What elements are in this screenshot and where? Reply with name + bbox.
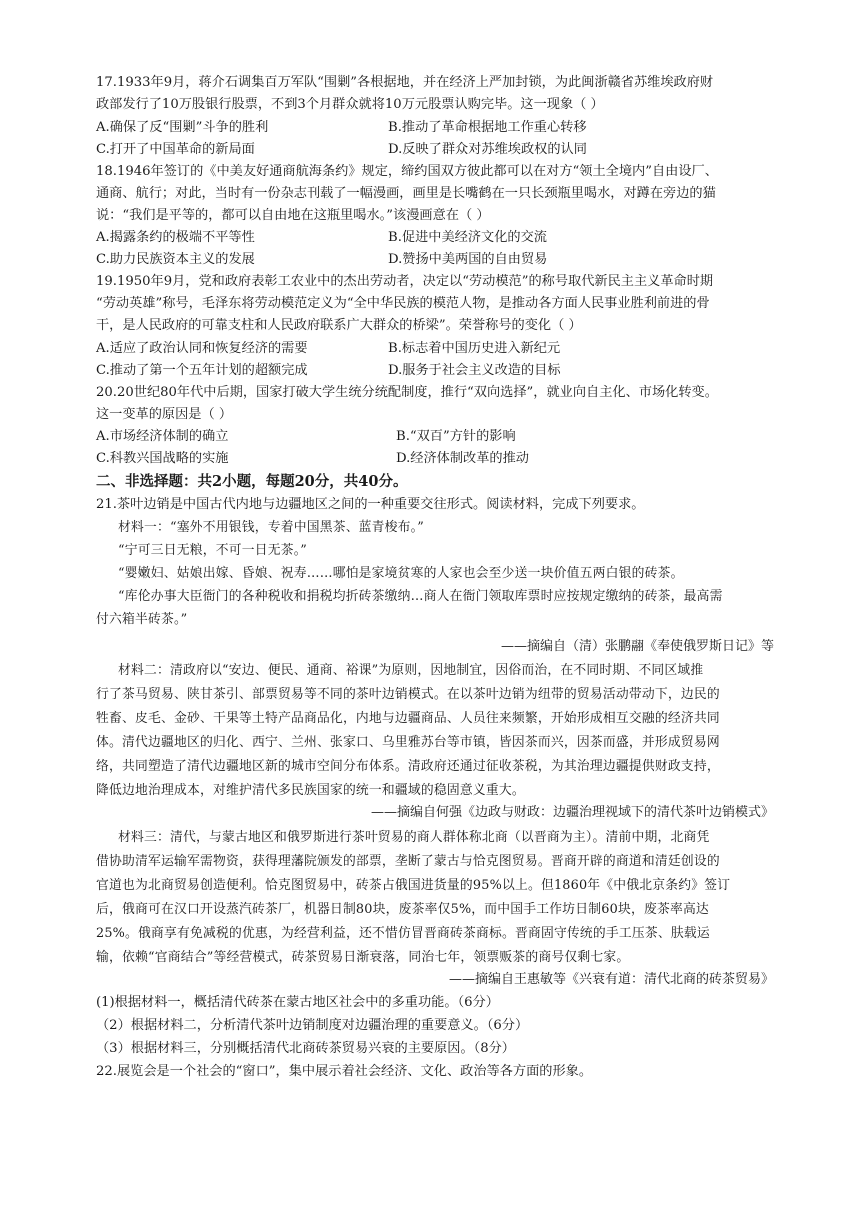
q21-intro: 21.茶叶边销是中国古代内地与边疆地区之间的一种重要交往形式。阅读材料，完成下列要求。 <box>96 497 645 512</box>
q21-material2-line-2: 行了茶马贸易、陕甘茶引、部票贸易等不同的茶叶边销模式。在以茶叶边销为纽带的贸易活动带动下，边民的 <box>96 687 720 702</box>
q21-material2-line-1: 材料二：清政府以“安边、便民、通商、裕课”为原则，因地制宜，因俗而治，在不同时期、不同区域推 <box>118 663 704 678</box>
q18-stem-line-3: 说：“我们是平等的，都可以自由地在这瓶里喝水。”该漫画意在（ ） <box>96 208 490 223</box>
q19-option-b: B.标志着中国历史进入新纪元 <box>388 341 561 356</box>
q21-material3-source: ——摘编自王惠敏等《兴衰有道：清代北商的砖茶贸易》 <box>448 972 774 987</box>
q18-option-d: D.赞扬中美两国的自由贸易 <box>388 252 548 267</box>
q21-material1-line-4: “库伦办事大臣衙门的各种税收和捐税均折砖茶缴纳…商人在衙门领取库票时应按规定缴纳的砖茶，最高需 <box>118 589 723 604</box>
q18-stem-line-2: 通商、航行；对此，当时有一份杂志刊载了一幅漫画，画里是长嘴鹤在一只长颈瓶里喝水，对蹲在旁边的猫 <box>96 186 716 201</box>
q18-option-c: C.助力民族资本主义的发展 <box>96 252 255 267</box>
q21-material3-line-2: 借协助清军运输军需物资，获得理藩院颁发的部票，垄断了蒙古与恰克图贸易。晋商开辟的商道和清廷创设的 <box>96 854 720 869</box>
q21-material3-line-6: 输，依赖“官商结合”等经营模式，砖茶贸易日渐衰落，同治七年，领票贩茶的商号仅剩七家。 <box>96 950 630 965</box>
q20-option-c: C.科教兴国战略的实施 <box>96 451 229 466</box>
q21-material2-line-3: 牲畜、皮毛、金砂、干果等土特产品商品化，内地与边疆商品、人员往来频繁，开始形成相互交融的经济共同 <box>96 711 720 726</box>
q20-option-a: A.市场经济体制的确立 <box>96 429 229 444</box>
q17-stem-line-1: 17.1933年9月，蒋介石调集百万军队“围剿”各根据地，并在经济上严加封锁，为此闽浙赣省苏维埃政府财 <box>96 75 714 90</box>
q17-option-d: D.反映了群众对苏维埃政权的认同 <box>388 142 587 157</box>
q19-stem-line-3: 干，是人民政府的可靠支柱和人民政府联系广大群众的桥梁”。荣誉称号的变化（ ） <box>96 318 582 333</box>
q17-stem-line-2: 政部发行了10万股银行股票，不到3个月群众就将10万元股票认购完毕。这一现象（ ） <box>96 97 604 112</box>
q19-stem-line-2: “劳动英雄”称号，毛泽东将劳动模范定义为“全中华民族的模范人物，是推动各方面人民事业胜利前进的骨 <box>96 296 710 311</box>
q20-stem-line-1: 20.20世纪80年代中后期，国家打破大学生统分统配制度，推行“双向选择”，就业向自主化、市场化转变。 <box>96 385 718 400</box>
q19-stem-line-1: 19.1950年9月，党和政府表彰工农业中的杰出劳动者，决定以“劳动模范”的称号取代新民主主义革命时期 <box>96 274 714 289</box>
q17-option-c: C.打开了中国革命的新局面 <box>96 142 255 157</box>
q21-material1-line-3: “婴嫩妇、姑娘出嫁、昏娘、祝寿……哪怕是家境贫寒的人家也会至少送一块价值五两白银的砖茶。 <box>118 566 684 581</box>
q20-option-d: D.经济体制改革的推动 <box>396 451 529 466</box>
q21-requirement-1: (1)根据材料一，概括清代砖茶在蒙古地区社会中的多重功能。（6分） <box>96 995 499 1010</box>
q17-option-a: A.确保了反“围剿”斗争的胜利 <box>96 120 269 135</box>
q19-option-d: D.服务于社会主义改造的目标 <box>388 363 561 378</box>
q21-material2-line-6: 降低边地治理成本，对维护清代多民族国家的统一和疆域的稳固意义重大。 <box>96 783 525 798</box>
q19-option-a: A.适应了政治认同和恢复经济的需要 <box>96 341 308 356</box>
q18-option-a: A.揭露条约的极端不平等性 <box>96 230 255 245</box>
q21-material1-source: ——摘编自（清）张鹏翮《奉使俄罗斯日记》等 <box>500 639 774 654</box>
q21-material2-line-5: 络，共同塑造了清代边疆地区新的城市空间分布体系。清政府还通过征收茶税，为其治理边疆提供财政支持， <box>96 759 720 774</box>
q22-stem: 22.展览会是一个社会的“窗口”，集中展示着社会经济、文化、政治等各方面的形象。 <box>96 1064 593 1079</box>
q21-material3-line-5: 25%。俄商享有免减税的优惠，为经营利益，还不惜仿冒晋商砖茶商标。晋商固守传统的手工压茶、肤载运 <box>96 926 710 941</box>
q21-material3-line-1: 材料三：清代，与蒙古地区和俄罗斯进行茶叶贸易的商人群体称北商（以晋商为主）。清前中期，北商凭 <box>118 830 710 845</box>
q21-requirement-3: （3）根据材料三，分别概括清代北商砖茶贸易兴衰的主要原因。（8分） <box>96 1041 515 1056</box>
q21-material1-line-1: 材料一：“塞外不用银钱，专着中国黑茶、蓝青梭布。” <box>118 520 425 535</box>
q19-option-c: C.推动了第一个五年计划的超额完成 <box>96 363 308 378</box>
q21-material2-line-4: 体。清代边疆地区的归化、西宁、兰州、张家口、乌里雅苏台等市镇，皆因茶而兴，因茶而盛，并形成贸易网 <box>96 735 720 750</box>
q21-material3-line-4: 后，俄商可在汉口开设蒸汽砖茶厂，机器日制80块，废茶率仅5%，而中国手工作坊日制60块，废茶率高达 <box>96 902 709 917</box>
q21-material3-line-3: 官道也为北商贸易创造便利。恰克图贸易中，砖茶占俄国进货量的95%以上。但1860年《中俄北京条约》签订 <box>96 878 731 893</box>
q21-material1-line-2: “宁可三日无粮，不可一日无茶。” <box>118 543 308 558</box>
q20-option-b: B.“双百”方针的影响 <box>396 429 516 444</box>
q20-stem-line-2: 这一变革的原因是（ ） <box>96 407 233 422</box>
q18-option-b: B.促进中美经济文化的交流 <box>388 230 547 245</box>
section-heading: 二、非选择题：共2小题，每题20分，共40分。 <box>96 473 408 490</box>
q21-material2-source: ——摘编自何强《边政与财政：边疆治理视域下的清代茶叶边销模式》 <box>370 805 774 820</box>
q21-requirement-2: （2）根据材料二，分析清代茶叶边销制度对边疆治理的重要意义。（6分） <box>96 1018 529 1033</box>
q17-option-b: B.推动了革命根据地工作重心转移 <box>388 120 587 135</box>
q18-stem-line-1: 18.1946年签订的《中美友好通商航海条约》规定，缔约国双方彼此都可以在对方“领土全境内”自由设厂、 <box>96 164 718 179</box>
q21-material1-line-5: 付六箱半砖茶。” <box>96 612 188 627</box>
